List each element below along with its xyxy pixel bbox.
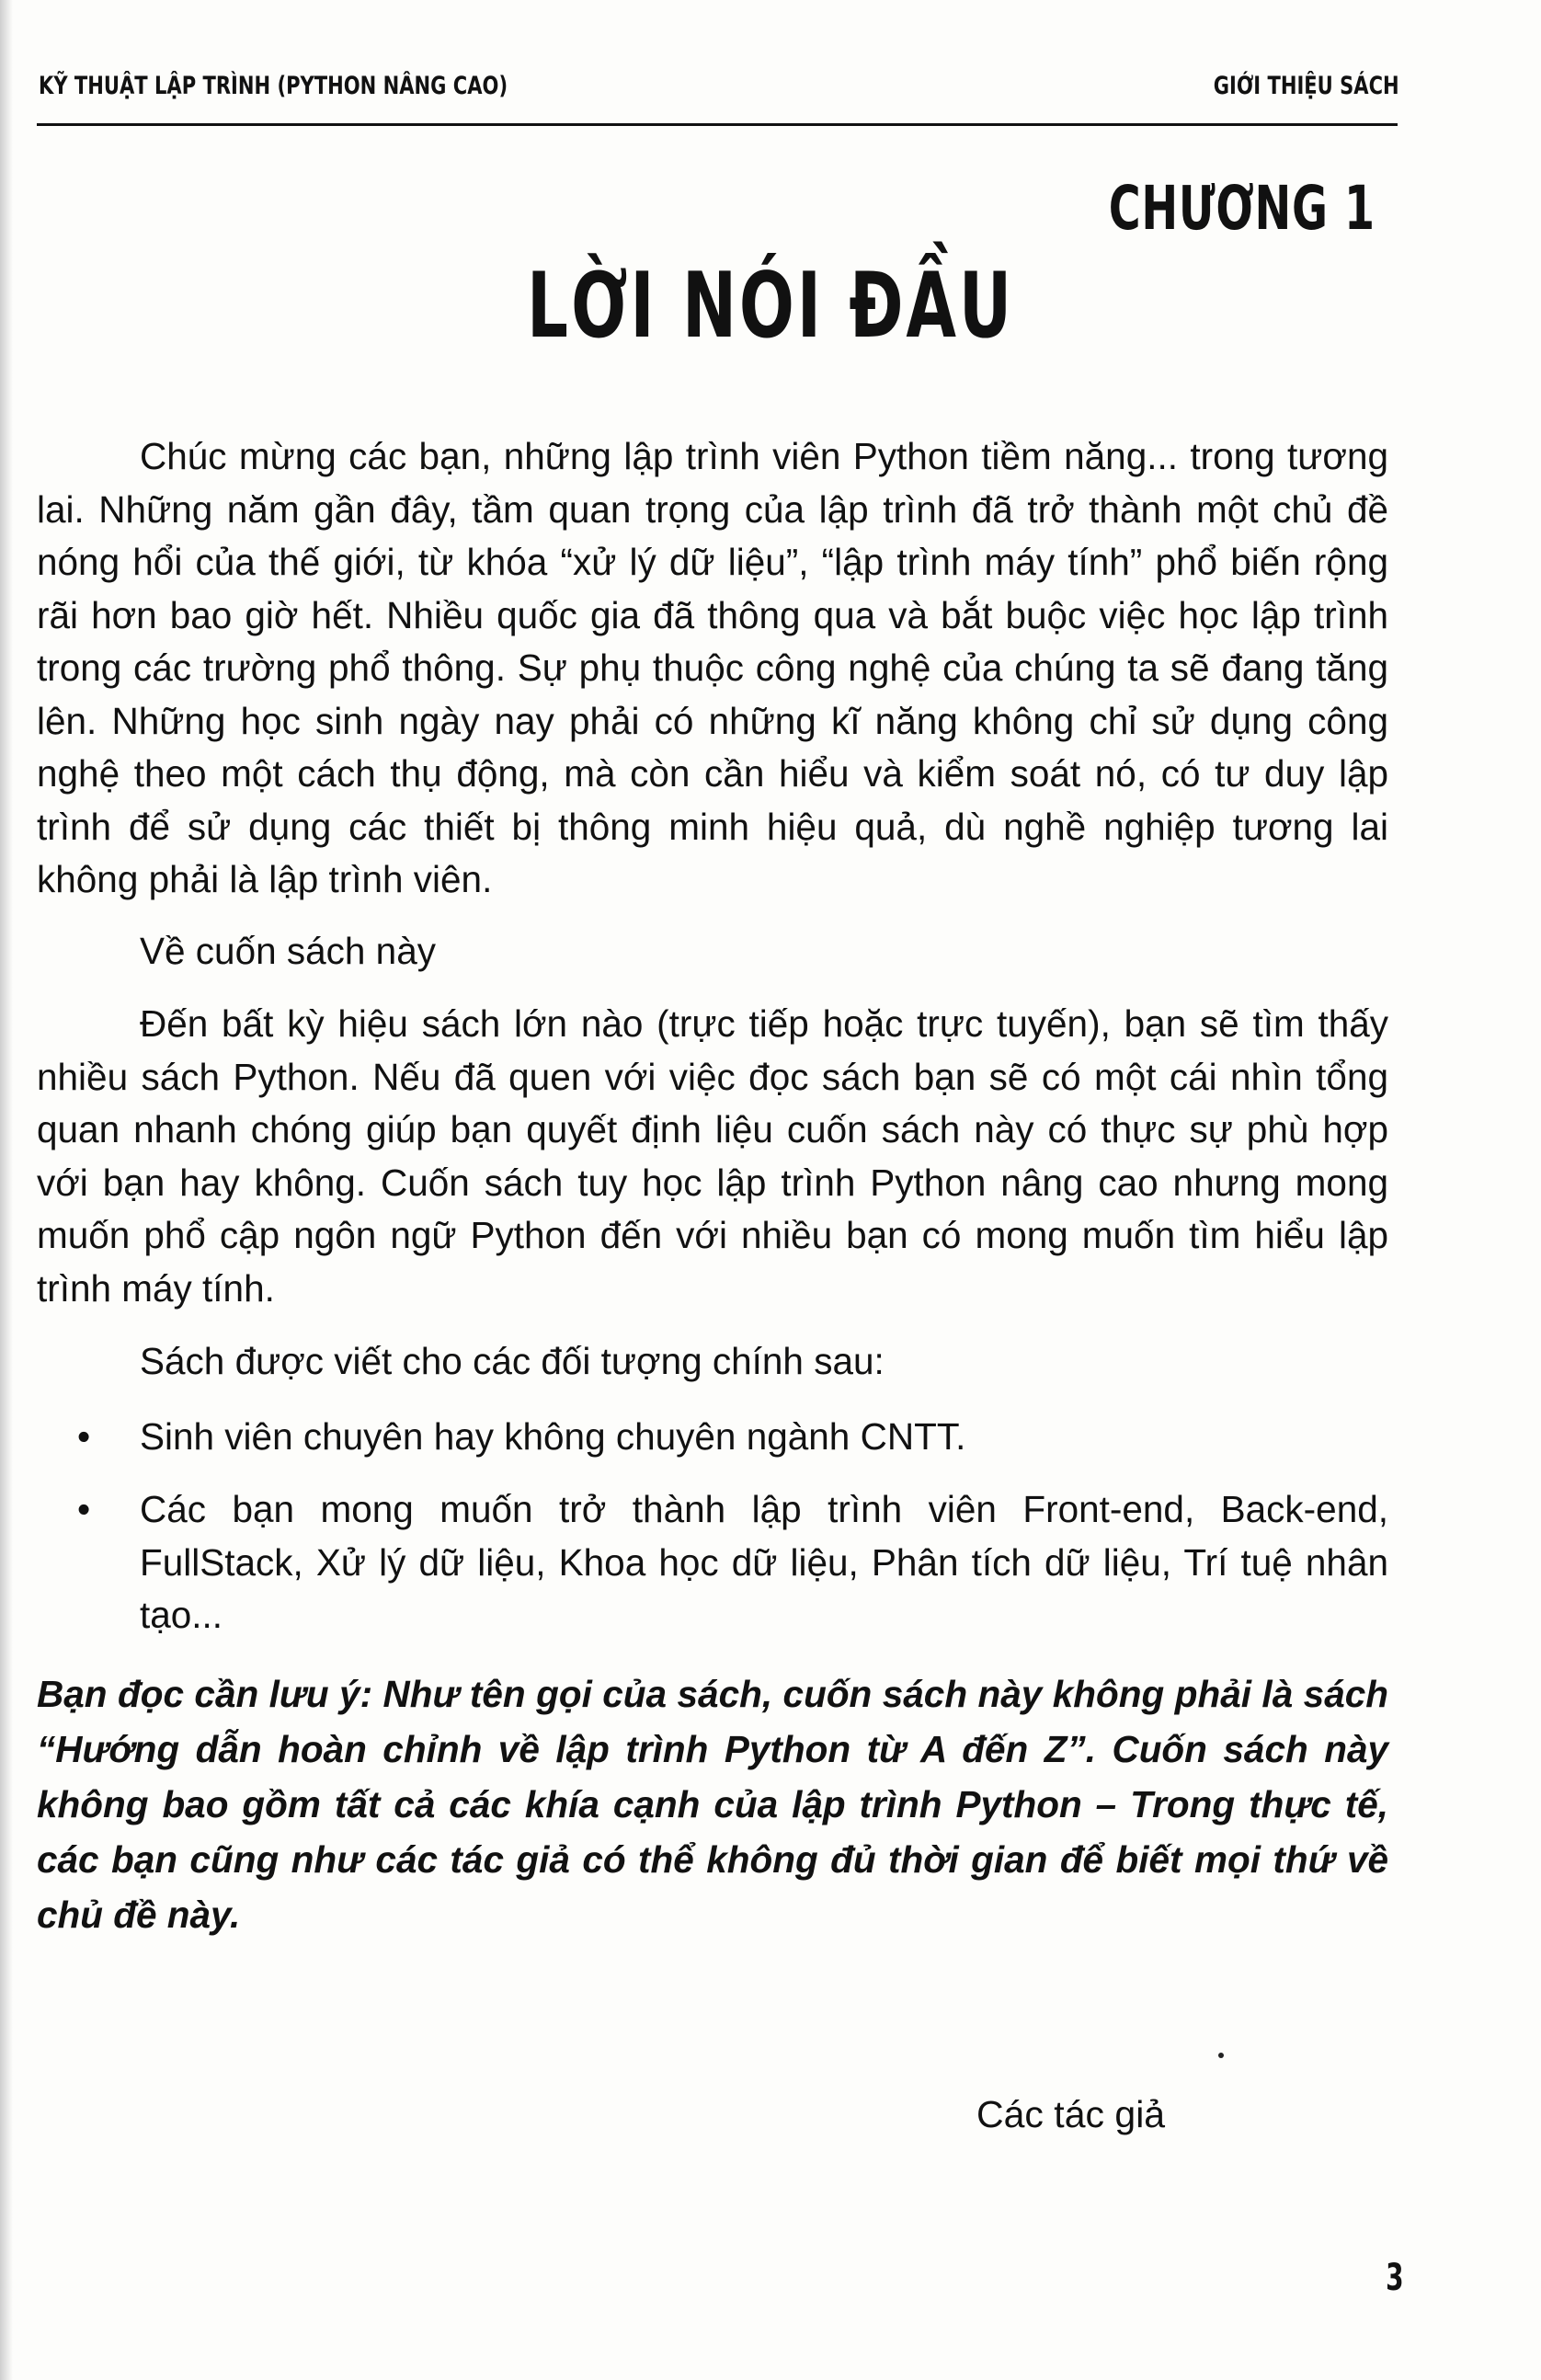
signature: Các tác giả <box>976 2093 1166 2135</box>
running-header <box>39 72 1399 100</box>
list-item-text: Các bạn mong muốn trở thành lập trình viên Front-end, Back-end, FullStack, Xử lý dữ liệu, Khoa học dữ liệu, Phân tích dữ liệu, Trí tuệ nhân tạo... <box>140 1488 1388 1636</box>
about-paragraph: Đến bất kỳ hiệu sách lớn nào (trực tiếp hoặc trực tuyến), bạn sẽ tìm thấy nhiều sách Python. Nếu đã quen với việc đọc sách bạn sẽ có một cái nhìn tổng quan nhanh chóng giúp bạn quyết định liệu cuốn sách này có thực sự phù hợp với bạn hay không. Cuốn sách tuy học lập trình Python nâng cao nhưng mong muốn phổ cập ngôn ngữ Python đến với nhiều bạn có mong muốn tìm hiểu lập trình máy tính. <box>37 1002 1388 1310</box>
running-header-book-title: KỸ THUẬT LẬP TRÌNH (PYTHON NÂNG CAO) <box>39 72 508 100</box>
about-heading: Về cuốn sách này <box>140 929 436 972</box>
chapter-label: CHƯƠNG 1 <box>1108 173 1375 244</box>
list-item-text: Sinh viên chuyên hay không chuyên ngành CNTT. <box>140 1414 966 1458</box>
list-item <box>37 1411 1388 1464</box>
bullet-icon: • <box>77 1488 91 1530</box>
running-header-section: GIỚI THIỆU SÁCH <box>1213 72 1399 100</box>
audience-list <box>37 1411 1388 1642</box>
audience-intro: Sách được viết cho các đối tượng chính sau: <box>140 1340 885 1382</box>
page-title-text: LỜI NÓI ĐẦU <box>527 254 1014 359</box>
list-item <box>37 1483 1388 1642</box>
bullet-icon: • <box>77 1414 91 1458</box>
reader-note: Bạn đọc cần lưu ý: Như tên gọi của sách, cuốn sách này không phải là sách “Hướng dẫn hoàn chỉnh về lập trình Python từ A đến Z”. Cuốn sách này không bao gồm tất cả các khía cạnh của lập trình Python – Trong thực tế, các bạn cũng như các tác giả có thể không đủ thời gian để biết mọi thứ về chủ đề này. <box>37 1672 1388 1936</box>
page-number: 3 <box>1386 2257 1404 2299</box>
stray-dot <box>1218 2053 1224 2058</box>
header-rule <box>37 123 1398 126</box>
page-title <box>0 254 1541 359</box>
intro-paragraph: Chúc mừng các bạn, những lập trình viên Python tiềm năng... trong tương lai. Những năm gần đây, tầm quan trọng của lập trình đã trở thành một chủ đề nóng hổi của thế giới, từ khóa “xử lý dữ liệu”, “lập trình máy tính” phổ biến rộng rãi hơn bao giờ hết. Nhiều quốc gia đã thông qua và bắt buộc việc học lập trình trong các trường phổ thông. Sự phụ thuộc công nghệ của chúng ta sẽ đang tăng lên. Những học sinh ngày nay phải có những kĩ năng không chỉ sử dụng công nghệ theo một cách thụ động, mà còn cần hiểu và kiểm soát nó, có tư duy lập trình để sử dụng các thiết bị thông minh hiệu quả, dù nghề nghiệp tương lai không phải là lập trình viên. <box>37 435 1388 900</box>
body-text <box>37 430 1388 1942</box>
